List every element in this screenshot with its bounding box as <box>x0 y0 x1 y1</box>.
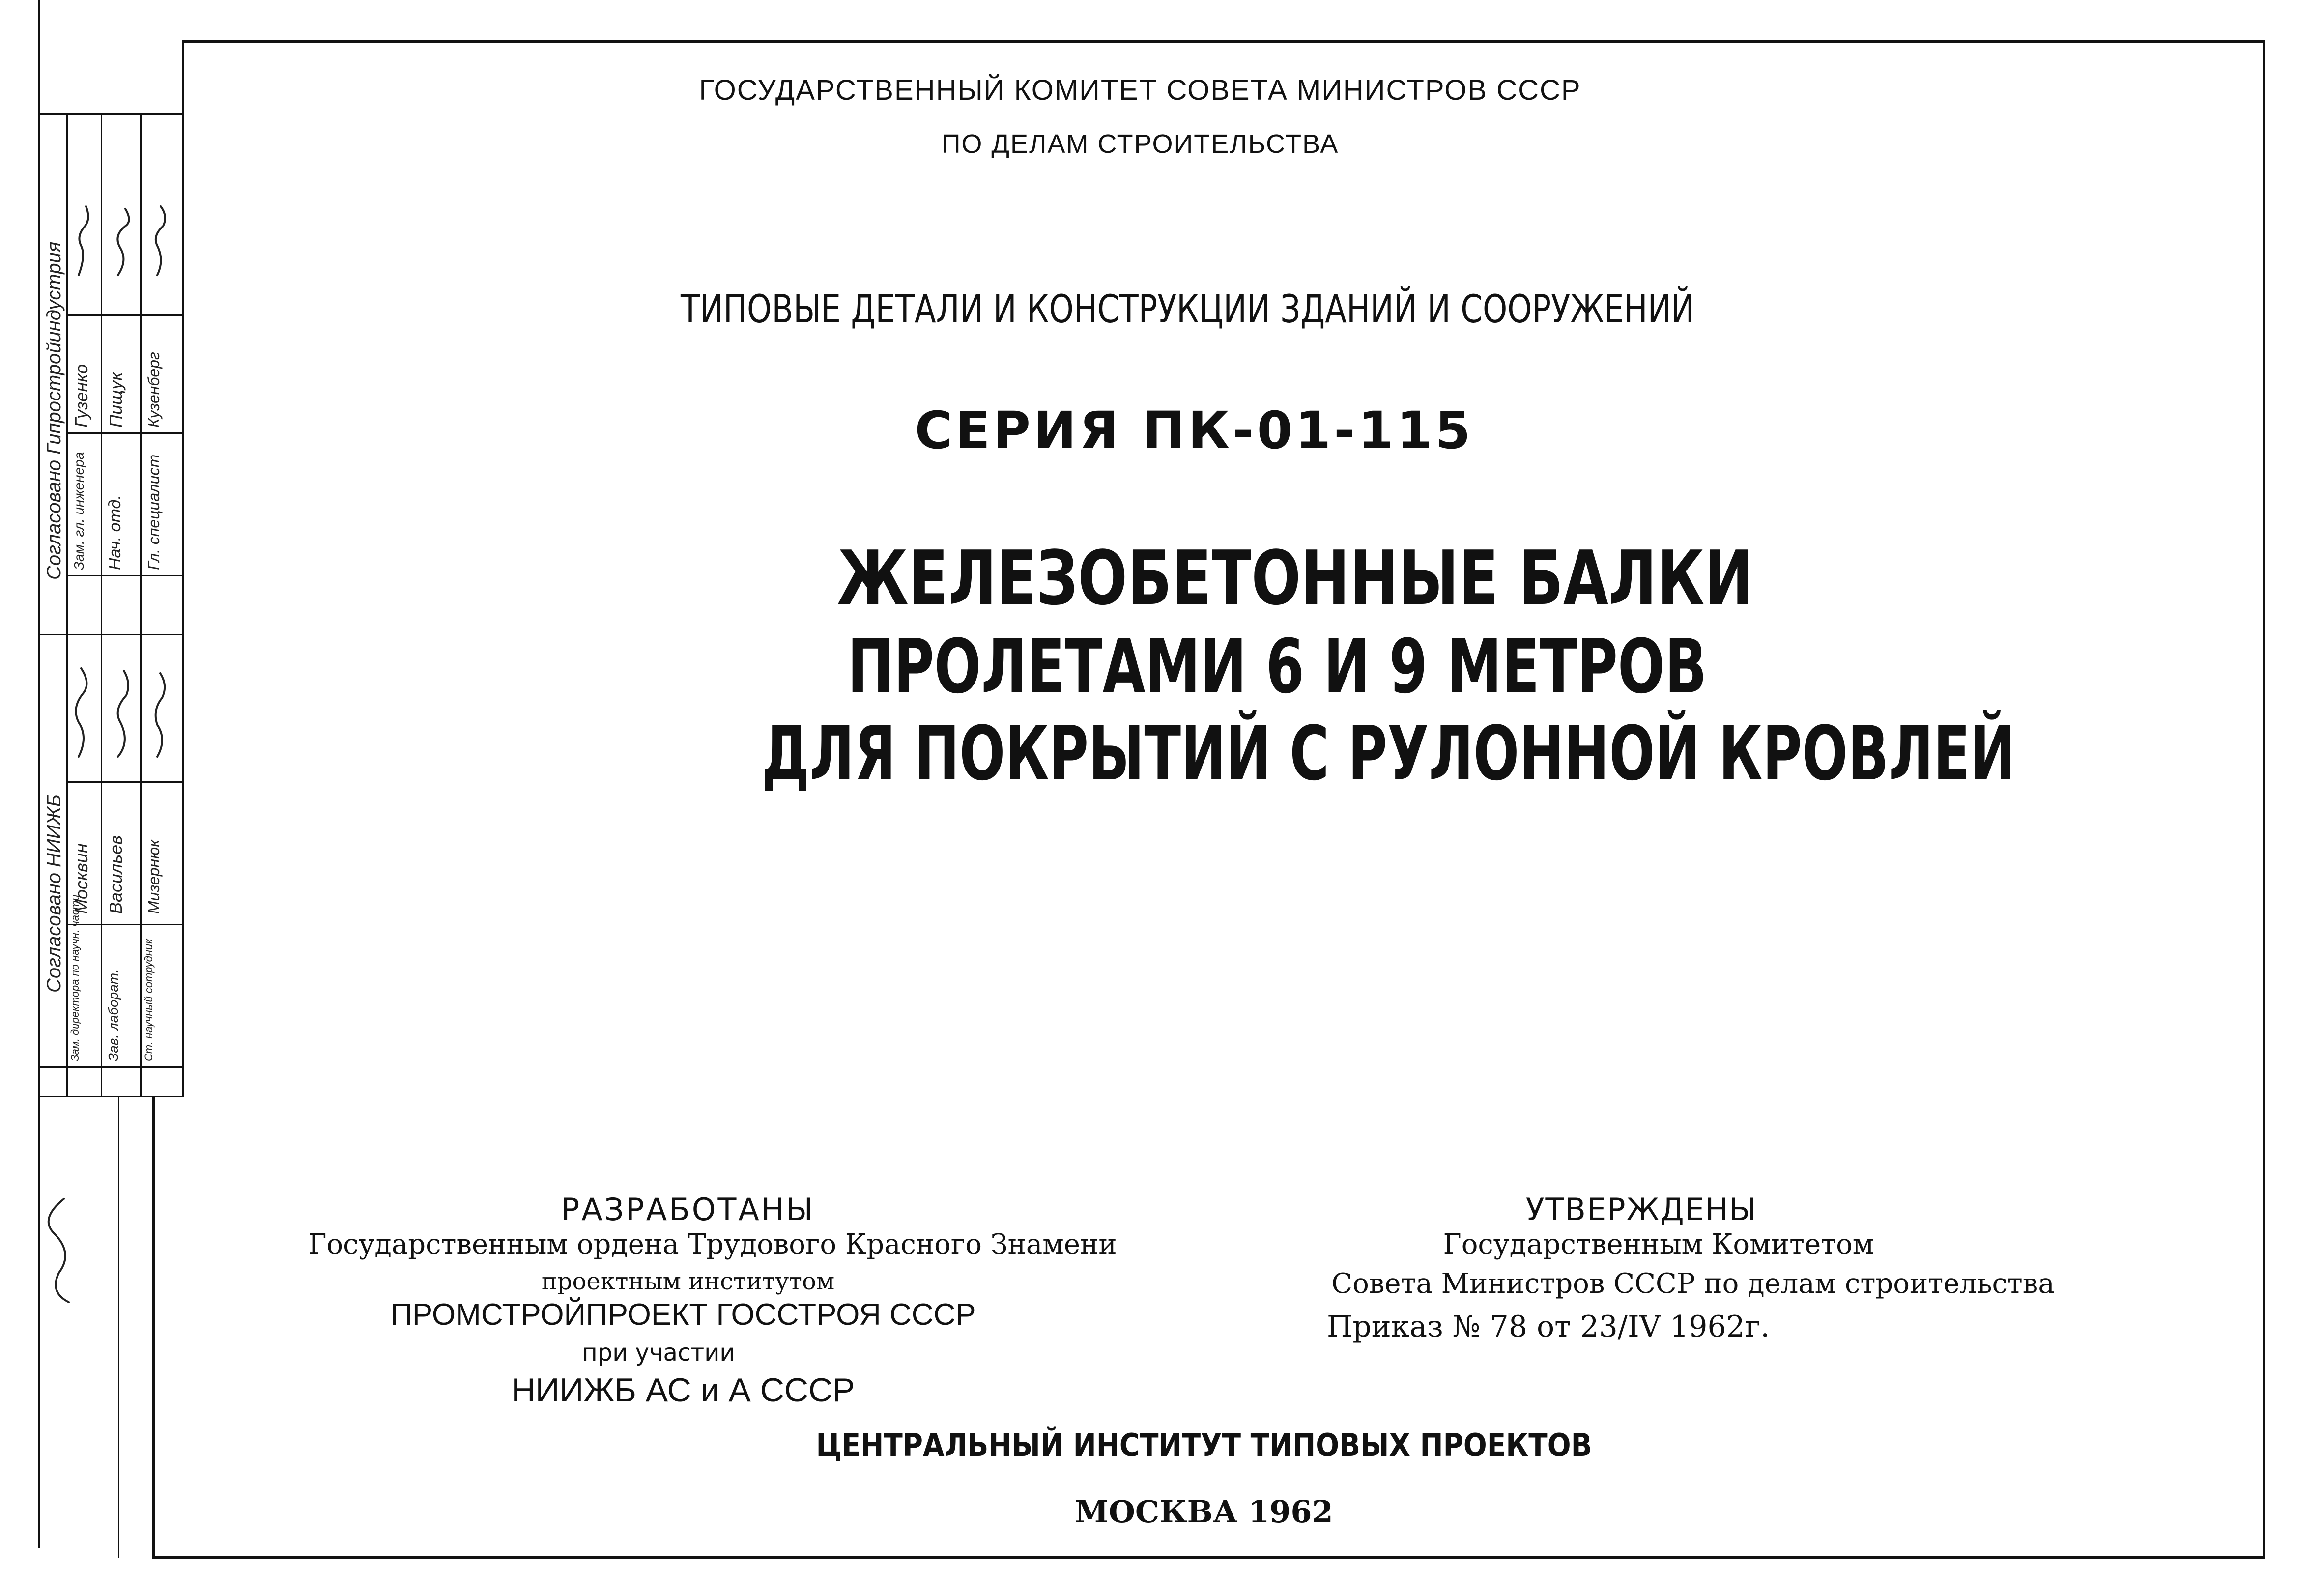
stamp-role-3: Гл. специалист <box>145 454 163 570</box>
approved-order: Приказ № 78 от 23/IV 1962г. <box>1327 1310 1770 1344</box>
stamp-name-4: Москвин <box>71 843 91 914</box>
stamp-agreed-title-1: Согласовано Гипростройиндустрия <box>43 241 65 580</box>
stamp-role-1: Зам. гл. инженера <box>71 452 86 570</box>
developed-line-1: Государственным ордена Трудового Красного Знамени <box>308 1228 1117 1260</box>
signature-5 <box>118 671 128 757</box>
developed-line-4: при участии <box>582 1339 735 1367</box>
header-construction: ПО ДЕЛАМ СТРОИТЕЛЬСТВА <box>941 129 1339 159</box>
frame-bottom-border <box>152 1556 2265 1559</box>
publisher-name: ЦЕНТРАЛЬНЫЙ ИНСТИТУТ ТИПОВЫХ ПРОЕКТОВ <box>816 1427 1592 1464</box>
stamp-name-5: Васильев <box>106 835 126 914</box>
stamp-name-2: Пищук <box>106 372 126 428</box>
main-title-line-2: ПРОЛЕТАМИ 6 И 9 МЕТРОВ <box>847 623 1707 710</box>
frame-top-border <box>182 40 2265 43</box>
approved-heading: УТВЕРЖДЕНЫ <box>1525 1192 1757 1227</box>
approved-line-2: Совета Министров СССР по делам строительства <box>1331 1268 2055 1300</box>
main-title-line-1: ЖЕЛЕЗОБЕТОННЫЕ БАЛКИ <box>837 535 1753 622</box>
approved-line-1: Государственным Комитетом <box>1443 1228 1874 1260</box>
series-number: СЕРИЯ ПК-01-115 <box>915 400 1474 460</box>
stamp-role-6: Ст. научный сотрудник <box>143 939 155 1061</box>
developed-line-2: проектным институтом <box>541 1268 835 1295</box>
stamp-name-6: Мизернюк <box>145 839 163 914</box>
stamp-role-4: Зам. директора по научн. части <box>69 894 81 1061</box>
stamp-name-1: Гузенко <box>71 364 91 428</box>
signature-1 <box>79 206 88 275</box>
signature-7 <box>49 1199 69 1302</box>
city-year: МОСКВА 1962 <box>1075 1494 1333 1530</box>
stamp-agreed-title-2: Согласовано НИИЖБ <box>43 794 65 993</box>
frame-left-border <box>182 40 184 1097</box>
stamp-name-3: Кузенберг <box>145 352 163 428</box>
main-title-line-3: ДЛЯ ПОКРЫТИЙ С РУЛОННОЙ КРОВЛЕЙ <box>762 710 2015 797</box>
handwritten-signatures <box>0 0 182 1572</box>
developed-line-5: НИИЖБ АС и А СССР <box>511 1371 855 1409</box>
header-committee: ГОСУДАРСТВЕННЫЙ КОМИТЕТ СОВЕТА МИНИСТРОВ СССР <box>699 74 1581 106</box>
category-title: ТИПОВЫЕ ДЕТАЛИ И КОНСТРУКЦИИ ЗДАНИЙ И СООРУЖЕНИЙ <box>681 287 1695 332</box>
signature-4 <box>76 668 86 757</box>
signature-6 <box>156 673 165 757</box>
signature-3 <box>156 206 165 275</box>
signature-2 <box>117 209 129 275</box>
developed-line-3: ПРОМСТРОЙПРОЕКТ ГОССТРОЯ СССР <box>390 1298 976 1332</box>
stamp-role-2: Нач. отд. <box>106 495 124 570</box>
developed-heading: РАЗРАБОТАНЫ <box>561 1192 815 1227</box>
frame-right-border <box>2263 40 2265 1559</box>
stamp-role-5: Зав. лаборат. <box>106 969 121 1061</box>
